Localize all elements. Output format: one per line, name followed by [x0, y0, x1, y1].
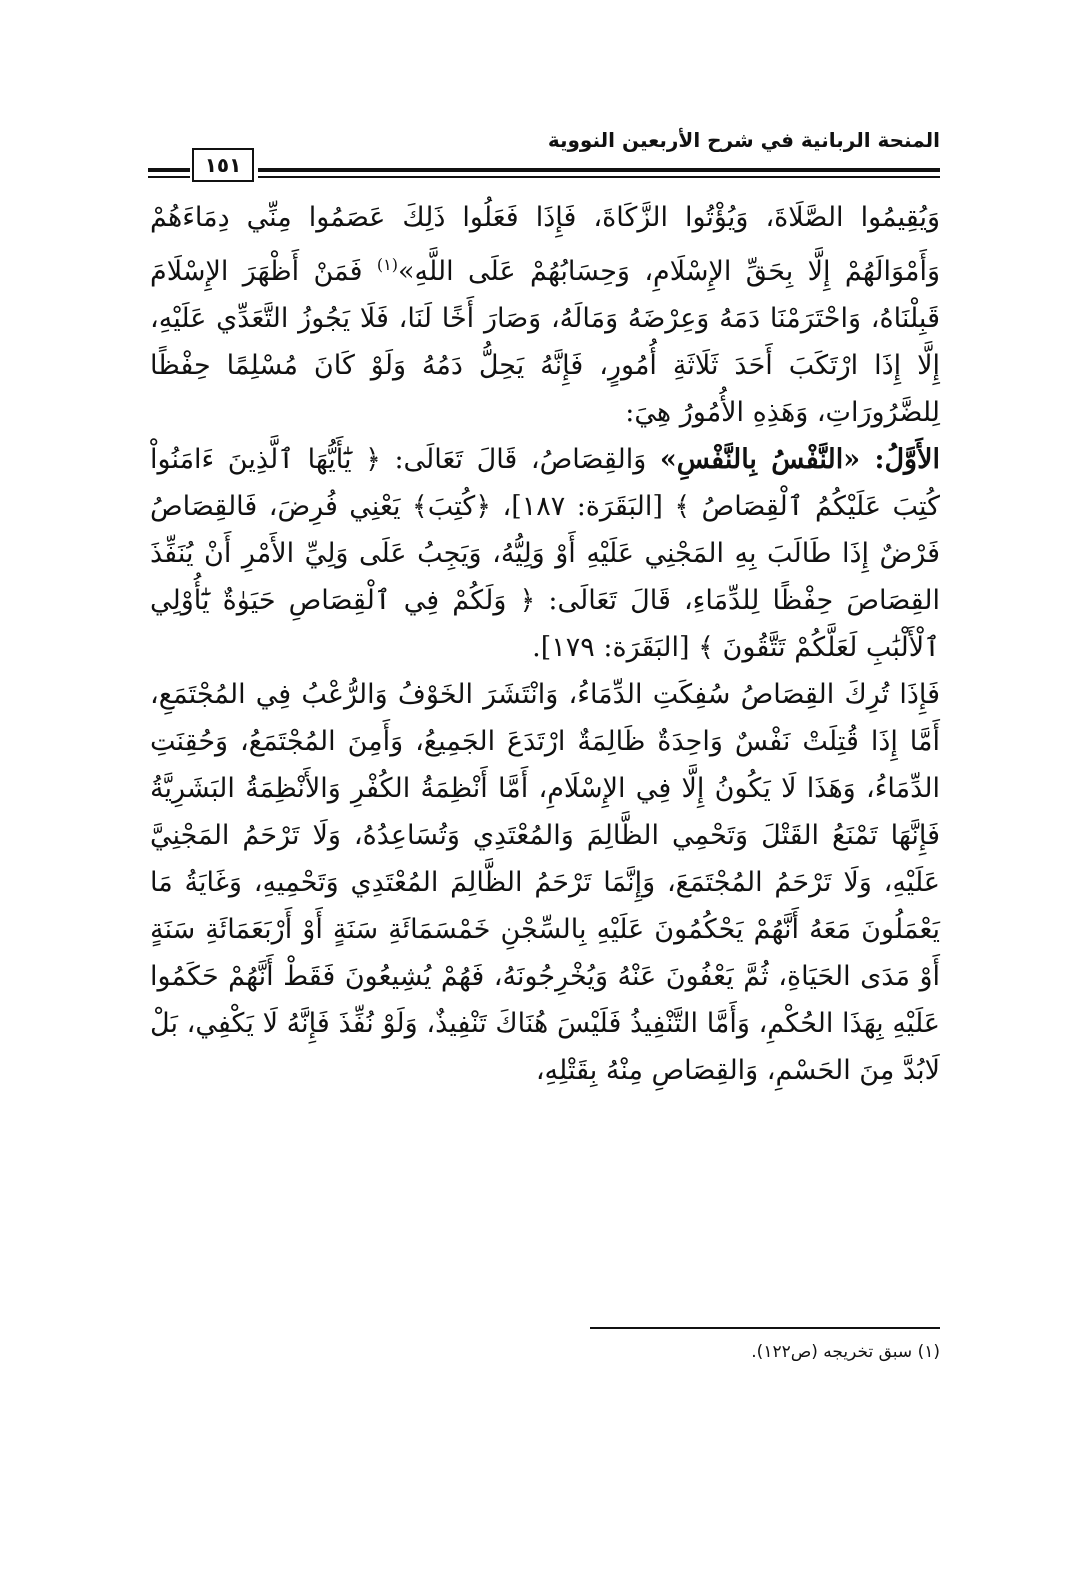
header-rule-left-thin — [148, 176, 190, 178]
footnote-divider — [590, 1327, 940, 1329]
section-heading-first: الأَوَّلُ: «النَّفْسُ بِالنَّفْسِ» — [659, 444, 941, 475]
paragraph-1-continuation: فَمَنْ أَظْهَرَ الإِسْلَامَ قَبِلْنَاهُ، وَاحْتَرَمْنَا دَمَهُ وَعِرْضَهُ وَمَالَهُ، وَصَارَ أَخًا لَنَا، فَلَا يَجُوزُ التَّعَدِّي عَلَيْهِ، إِلَّا إِذَا ارْتَكَبَ أَحَدَ ثَلَاثَةِ أُمُورٍ، فَإِنَّهُ يَحِلُّ دَمُهُ وَلَوْ كَانَ مُسْلِمًا حِفْظًا لِلضَّرُورَاتِ، وَهَذِهِ الأُمُورُ هِيَ: — [150, 256, 940, 428]
page-header — [148, 128, 940, 188]
paragraph-1-text: وَيُقِيمُوا الصَّلَاةَ، وَيُؤْتُوا الزَّكَاةَ، فَإِذَا فَعَلُوا ذَلِكَ عَصَمُوا مِنِّي دِمَاءَهُمْ وَأَمْوَالَهُمْ إِلَّا بِحَقِّ الإِسْلَامِ، وَحِسَابُهُمْ عَلَى اللَّهِ» — [150, 202, 940, 287]
paragraph-1 — [150, 194, 940, 436]
main-text — [150, 194, 940, 1094]
book-title: المنحة الربانية في شرح الأربعين النووية — [547, 128, 940, 152]
page-number: ١٥١ — [192, 148, 254, 182]
header-rule-thin — [258, 176, 940, 178]
paragraph-2-text: وَالقِصَاصُ، قَالَ تَعَالَى: ﴿ يَٰٓأَيُّهَا ٱلَّذِينَ ءَامَنُواْ كُتِبَ عَلَيْكُمُ ٱلْقِصَاصُ ﴾ [البَقَرَة: ١٨٧]، ﴿كُتِبَ﴾ يَعْنِي فُرِضَ، فَالقِصَاصُ فَرْضٌ إِذَا طَالَبَ بِهِ المَجْنِي عَلَيْهِ أَوْ وَلِيُّهُ، وَيَجِبُ عَلَى وَلِيِّ الأَمْرِ أَنْ يُنَفِّذَ القِصَاصَ حِفْظًا لِلدِّمَاءِ، قَالَ تَعَالَى: ﴿ وَلَكُمْ فِي ٱلْقِصَاصِ حَيَوٰةٌ يَٰٓأُوْلِي ٱلْأَلْبَٰبِ لَعَلَّكُمْ تَتَّقُونَ ﴾ [البَقَرَة: ١٧٩]. — [150, 444, 940, 663]
header-rule-left-thick — [148, 168, 190, 172]
paragraph-2 — [150, 436, 940, 671]
paragraph-3 — [150, 671, 940, 1094]
paragraph-3-text: فَإِذَا تُرِكَ القِصَاصُ سُفِكَتِ الدِّمَاءُ، وَانْتَشَرَ الخَوْفُ وَالرُّعْبُ فِي المُجْتَمَعِ، أَمَّا إِذَا قُتِلَتْ نَفْسٌ وَاحِدَةٌ ظَالِمَةٌ ارْتَدَعَ الجَمِيعُ، وَأَمِنَ المُجْتَمَعُ، وَحُقِنَتِ الدِّمَاءُ، وَهَذَا لَا يَكُونُ إِلَّا فِي الإِسْلَامِ، أَمَّا أَنْظِمَةُ الكُفْرِ وَالأَنْظِمَةُ البَشَرِيَّةُ فَإِنَّهَا تَمْنَعُ القَتْلَ وَتَحْمِي الظَّالِمَ وَالمُعْتَدِي وَتُسَاعِدُهُ، وَلَا تَرْحَمُ المَجْنِيَّ عَلَيْهِ، وَلَا تَرْحَمُ المُجْتَمَعَ، وَإِنَّمَا تَرْحَمُ الظَّالِمَ المُعْتَدِي وَتَحْمِيهِ، وَغَايَةُ مَا يَعْمَلُونَ مَعَهُ أَنَّهُمْ يَحْكُمُونَ عَلَيْهِ بِالسِّجْنِ خَمْسَمَائَةِ سَنَةٍ أَوْ أَرْبَعَمَائَةِ سَنَةٍ أَوْ مَدَى الحَيَاةِ، ثُمَّ يَعْفُونَ عَنْهُ وَيُخْرِجُونَهُ، فَهُمْ يُشِيعُونَ فَقَطْ أَنَّهُمْ حَكَمُوا عَلَيْهِ بِهَذَا الحُكْمِ، وَأَمَّا التَّنْفِيذُ فَلَيْسَ هُنَاكَ تَنْفِيذٌ، وَلَوْ نُفِّذَ فَإِنَّهُ لَا يَكْفِي، بَلْ لَابُدَّ مِنَ الحَسْمِ، وَالقِصَاصِ مِنْهُ بِقَتْلِهِ، — [150, 679, 940, 1086]
footnote: (١) سبق تخريجه (ص١٢٢). — [751, 1342, 940, 1362]
header-rule-thick — [258, 168, 940, 172]
footnote-reference: (١) — [376, 255, 398, 274]
